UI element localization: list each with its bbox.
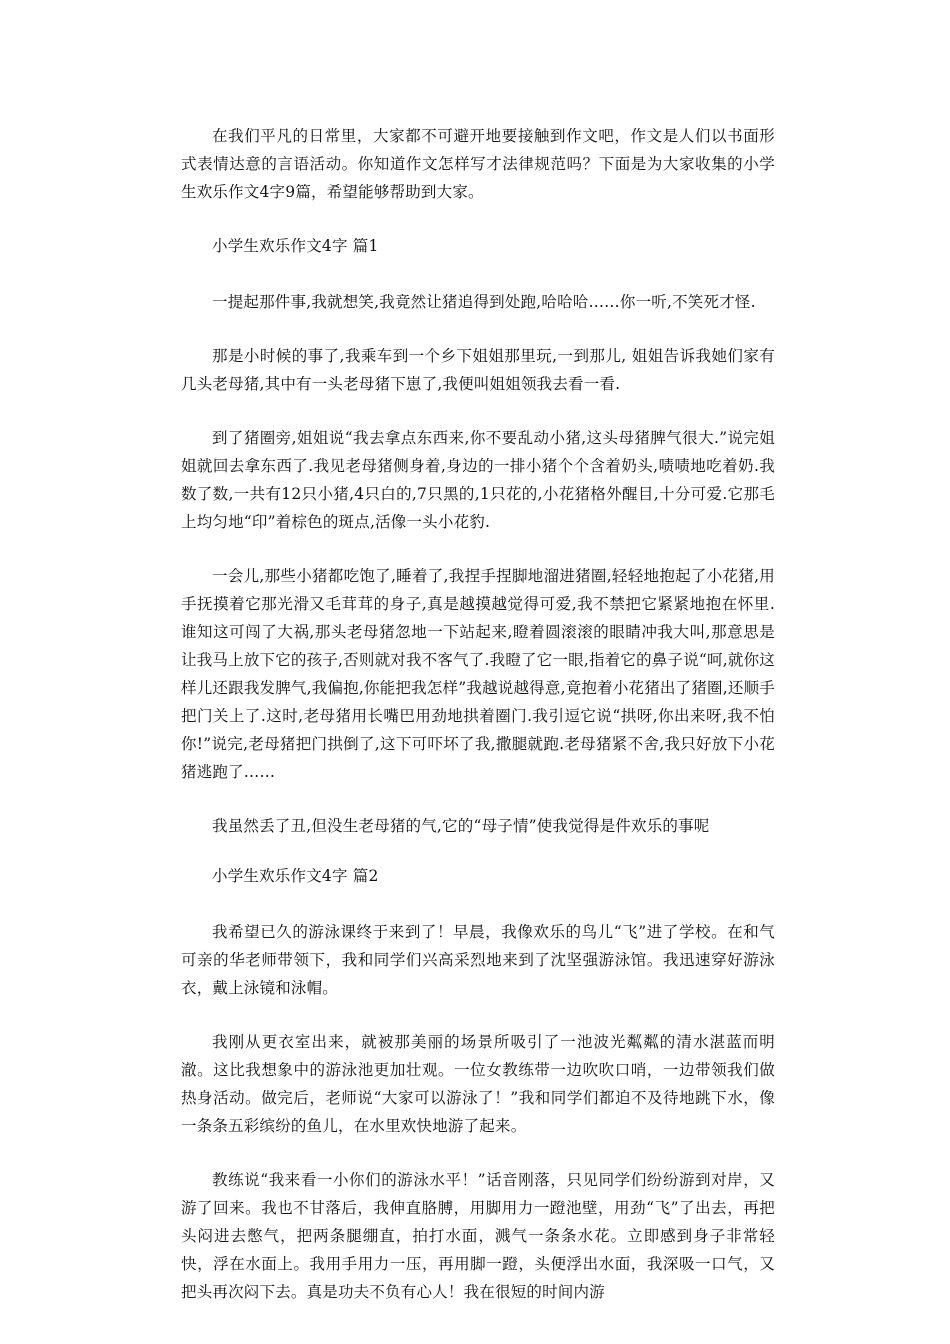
document-body (181, 122, 775, 1332)
paragraph: 到了猪圈旁,姐姐说“我去拿点东西来,你不要乱动小猪,这头母猪脾气很大.”说完姐姐就回去拿东西了.我见老母猪侧身着,身边的一排小猪个个含着奶头,啧啧地吃着奶.我数了数,一共有12只小猪,4只白的,7只黑的,1只花的,小花猪格外醒目,十分可爱.它那毛上均匀地“印”着棕色的斑点,活像一头小花豹. (181, 429, 775, 531)
paragraph: 那是小时候的事了,我乘车到一个乡下姐姐那里玩,一到那儿, 姐姐告诉我她们家有几头老母猪,其中有一头老母猪下崽了,我便叫姐姐领我去看一看. (181, 347, 775, 393)
paragraph: 一会儿,那些小猪都吃饱了,睡着了,我捏手捏脚地溜进猪圈,轻轻地抱起了小花猪,用手抚摸着它那光滑又毛茸茸的身子,真是越摸越觉得可爱,我不禁把它紧紧地抱在怀里.谁知这可闯了大祸,那头老母猪忽地一下站起来,瞪着圆滚滚的眼睛冲我大叫,那意思是让我马上放下它的孩子,否则就对我不客气了.我瞪了它一眼,指着它的鼻子说“呵,就你这样儿还跟我发脾气,我偏抱,你能把我怎样”我越说越得意,竟抱着小花猪出了猪圈,还顺手把门关上了.这时,老母猪用长嘴巴用劲地拱着圈门.我引逗它说“拱呀,你出来呀,我不怕你!”说完,老母猪把门拱倒了,这下可吓坏了我,撒腿就跑.老母猪紧不舍,我只好放下小花猪逃跑了…… (181, 567, 775, 781)
section-heading-1: 小学生欢乐作文4字 篇1 (212, 237, 379, 255)
paragraph: 我希望已久的游泳课终于来到了！早晨，我像欢乐的鸟儿“飞”进了学校。在和气可亲的华老师带领下，我和同学们兴高采烈地来到了沈坚强游泳馆。我迅速穿好游泳衣，戴上泳镜和泳帽。 (181, 923, 775, 997)
intro-paragraph: 在我们平凡的日常里，大家都不可避开地要接触到作文吧，作文是人们以书面形式表情达意的言语活动。你知道作文怎样写才法律规范吗？下面是为大家收集的小学生欢乐作文4字9篇，希望能够帮助到大家。 (181, 127, 775, 201)
paragraph: 我虽然丢了丑,但没生老母猪的气,它的“母子情”使我觉得是件欢乐的事呢 (212, 817, 710, 835)
section-heading-2: 小学生欢乐作文4字 篇2 (212, 867, 379, 885)
paragraph: 我刚从更衣室出来，就被那美丽的场景所吸引了一池波光粼粼的清水湛蓝而明澈。这比我想象中的游泳池更加壮观。一位女教练带一边吹吹口哨，一边带领我们做热身活动。做完后，老师说“大家可以游泳了！”我和同学们都迫不及待地跳下水，像一条条五彩缤纷的鱼儿，在水里欢快地游了起来。 (181, 1033, 775, 1135)
paragraph: 教练说“我来看一小你们的游泳水平！”话音刚落，只见同学们纷纷游到对岸，又游了回来。我也不甘落后，我伸直胳膊，用脚用力一蹬池壁，用劲“飞”了出去，再把头闷进去憋气，把两条腿绷直，拍打水面，溅气一条条水花。立即感到身子非常轻快，浮在水面上。我用手用力一压，再用脚一蹬，头便浮出水面，我深吸一口气，又把头再次闷下去。真是功夫不负有心人！我在很短的时间内游 (181, 1171, 775, 1301)
paragraph: 一提起那件事,我就想笑,我竟然让猪追得到处跑,哈哈哈……你一听,不笑死才怪. (212, 293, 756, 311)
